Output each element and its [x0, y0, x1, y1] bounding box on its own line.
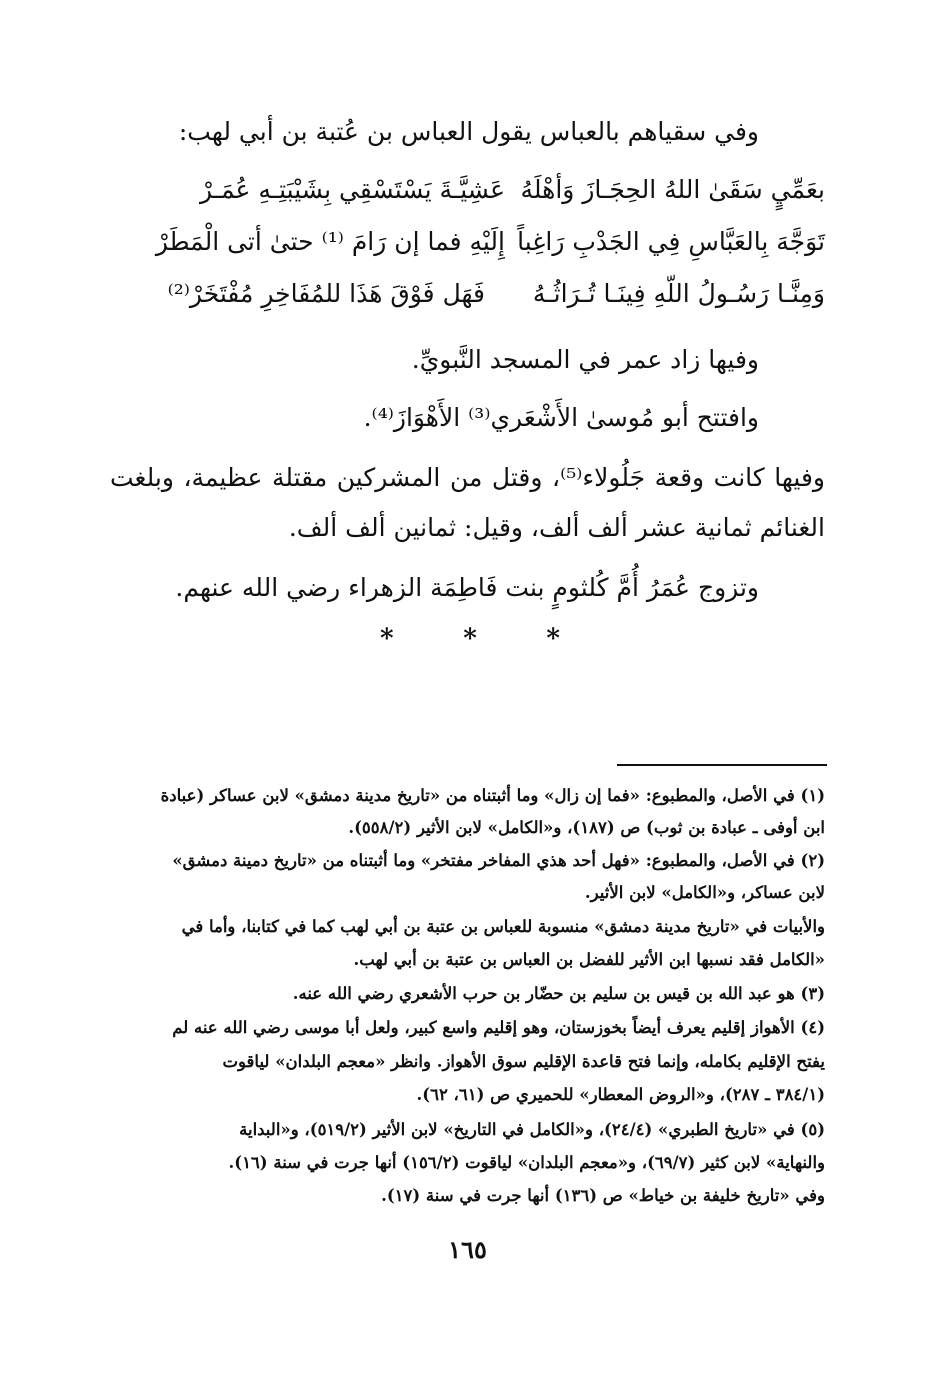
paragraph-jalula-line-1: وفيها كانت وقعة جَلُولاء⁽⁵⁾، وقتل من المشركين مقتلة عظيمة، وبلغت — [110, 463, 825, 492]
footnote-1-line-1: (١) في الأصل، والمطبوع: «فما إن زال» وما أثبتناه من «تاريخ مدينة دمشق» لابن عساكر (عبادة — [160, 786, 825, 805]
paragraph-ahwaz: وافتتح أبو مُوسىٰ الأَشْعَري⁽³⁾ الأَهْوَازَ⁽⁴⁾. — [363, 403, 759, 432]
verse-1-left-hemistich: عَشِيَّـةَ يَسْتَسْقِي بِشَيْبَتِـهِ عُمَـرْ — [199, 175, 505, 204]
footnote-5-line-1: (٥) في «تاريخ الطبري» (٢٤/٤)، و«الكامل في التاريخ» لابن الأثير (٥١٩/٢)، و«البداية — [239, 1120, 825, 1139]
footnote-5-line-3: وفي «تاريخ خليفة بن خياط» ص (١٣٦) أنها جرت في سنة (١٧). — [381, 1186, 825, 1205]
verse-3-right-hemistich: وَمِنَّـا رَسُـولُ اللّهِ فِينَـا تُـرَاثُـهُ — [532, 279, 825, 308]
verse-2-right-hemistich: تَوَجَّهَ بِالعَبَّاسِ فِي الجَدْبِ رَاغِباً — [517, 227, 825, 256]
footnote-1-line-2: ابن أوفى ـ عبادة بن ثوب) ص (١٨٧)، و«الكامل» لابن الأثير (٥٥٨/٢). — [348, 818, 825, 837]
footnote-4-line-2: يفتح الإقليم بكامله، وإنما فتح قاعدة الإقليم سوق الأهواز. وانظر «معجم البلدان» لياقوت — [222, 1052, 825, 1071]
paragraph-jalula-line-2: الغنائم ثمانية عشر ألف ألف، وقيل: ثمانين ألف ألف. — [288, 513, 825, 542]
footnote-2-line-1: (٢) في الأصل، والمطبوع: «فهل أحد هذي المفاخر مفتخر» وما أثبتناه من «تاريخ دمينة دمشق» — [172, 851, 825, 870]
separator-star: * — [463, 624, 477, 654]
paragraph-marriage: وتزوج عُمَرُ أُمَّ كُلثومٍ بنت فَاطِمَة الزهراء رضي الله عنهم. — [175, 573, 759, 602]
intro-line: وفي سقياهم بالعباس يقول العباس بن عُتبة بن أبي لهب: — [178, 117, 759, 146]
separator-star: * — [546, 624, 560, 654]
footnote-2-line-2: لابن عساكر، و«الكامل» لابن الأثير. — [584, 883, 825, 902]
footnote-2-line-4: «الكامل فقد نسبها ابن الأثير للفضل بن العباس بن عتبة بن أبي لهب. — [353, 950, 825, 969]
verse-3-left-hemistich: فَهَل فَوْقَ هَذَا للمُفَاخِرِ مُفْتَخَرْ⁽²⁾ — [167, 279, 485, 308]
verse-2-left-hemistich: إِلَيْهِ فما إن رَامَ ⁽¹⁾ حتىٰ أتى الْمَطَرْ — [155, 227, 505, 256]
footnote-5-line-2: والنهاية» لابن كثير (٦٩/٧)، و«معجم البلدان» لياقوت (١٥٦/٢) أنها جرت في سنة (١٦). — [228, 1153, 825, 1172]
verse-1-right-hemistich: بعَمِّيٍ سَقَىٰ اللهُ الحِجَـازَ وَأهْلَهُ — [520, 175, 825, 204]
footnote-4-line-3: (٣٨٤/١ ـ ٢٨٧)، و«الروض المعطار» للحميري ص (٦١، ٦٢). — [416, 1085, 825, 1104]
footnote-divider — [617, 764, 827, 766]
separator-star: * — [380, 624, 394, 654]
section-separator — [380, 624, 560, 654]
footnote-4-line-1: (٤) الأهواز إقليم يعرف أيضاً بخوزستان، وهو إقليم واسع كبير، ولعل أبا موسى رضي الله عنه لم — [172, 1018, 825, 1037]
footnote-3: (٣) هو عبد الله بن قيس بن سليم بن حضّار بن حرب الأشعري رضي الله عنه. — [292, 984, 825, 1003]
paragraph-mosque: وفيها زاد عمر في المسجد النَّبويِّ. — [411, 345, 759, 374]
page-number: ١٦٥ — [448, 1235, 487, 1264]
footnote-2-line-3: والأبيات في «تاريخ مدينة دمشق» منسوبة للعباس بن عتبة بن أبي لهب كما في كتابنا، وأما في — [181, 917, 825, 936]
